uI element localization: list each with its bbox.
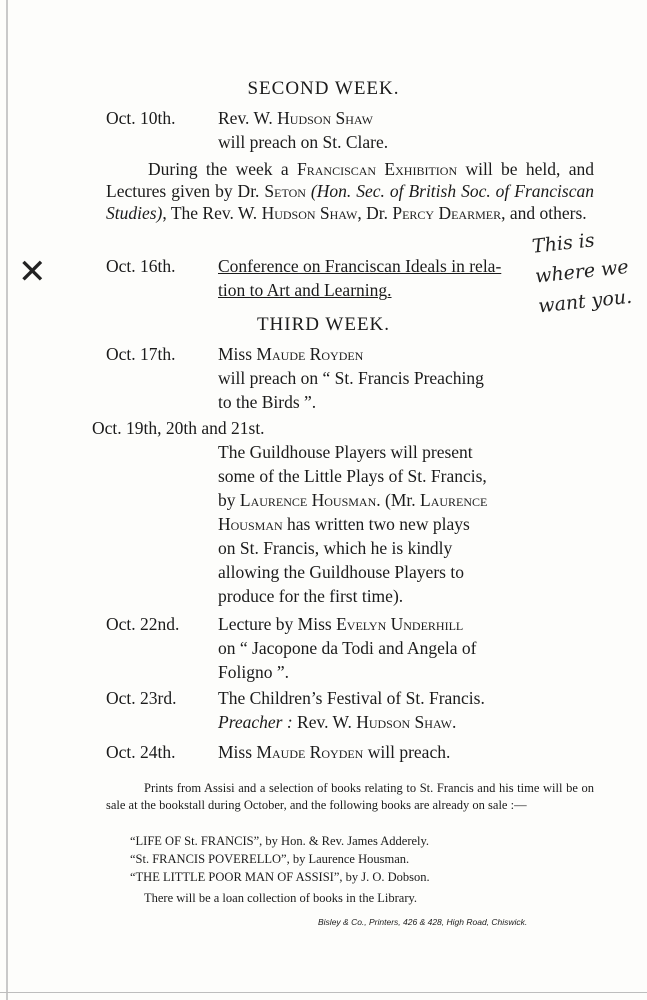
exhibition-paragraph — [106, 158, 594, 224]
entry-text: Conference on Franciscan Ideals in rela- — [218, 256, 502, 276]
entry-text: The Guildhouse Players will present — [218, 442, 473, 462]
entry-text: The Children’s Festival of St. Francis. — [218, 688, 485, 708]
entry-text: . (Mr. — [376, 490, 421, 510]
book-list-item: “St. FRANCIS POVERELLO”, by Laurence Housman. — [130, 852, 410, 866]
entry-text: has written two new plays — [282, 514, 470, 534]
entry-date: Oct. 23rd. — [106, 688, 177, 708]
para-text: (Hon. Sec. of British Soc. of Franciscan Studies) — [106, 181, 594, 223]
para-text: Seton — [264, 181, 306, 201]
entry-oct-19-21-date: Oct. 19th, 20th and 21st. — [92, 418, 265, 438]
entry-text: produce for the first time). — [218, 586, 404, 606]
page-bottom-rule — [0, 992, 647, 993]
entry-body — [218, 342, 594, 414]
author-name: Housman — [218, 514, 283, 534]
author-name: Laurence — [420, 490, 488, 510]
entry-text: allowing the Guildhouse Players to — [218, 562, 464, 582]
entry-body — [218, 440, 594, 608]
book-list-item: “THE LITTLE POOR MAN OF ASSISI”, by J. O. Dobson. — [130, 870, 430, 884]
printer-imprint: Bisley & Co., Printers, 426 & 428, High Road, Chiswick. — [318, 917, 528, 927]
second-week-heading: SECOND WEEK. — [247, 78, 400, 99]
entry-text: Foligno ”. — [218, 662, 289, 682]
entry-text: on St. Francis, which he is kindly — [218, 538, 453, 558]
handwritten-cross-mark: ✕ — [18, 252, 47, 292]
book-list-item: “LIFE OF St. FRANCIS”, by Hon. & Rev. James Adderely. — [130, 834, 430, 848]
entry-date: Oct. 10th. — [106, 108, 176, 128]
entry-text: on “ Jacopone da Todi and Angela of — [218, 638, 477, 658]
para-text: Franciscan Exhibition — [297, 159, 458, 179]
entry-body — [218, 686, 594, 734]
entry-text: . — [451, 712, 457, 732]
entry-text: will preach on “ St. Francis Preaching — [218, 368, 484, 388]
entry-text: Rev. W. — [218, 108, 278, 128]
entry-text: Miss — [218, 344, 257, 364]
preacher-name: Hudson Shaw — [356, 712, 452, 732]
entry-body — [218, 740, 594, 764]
para-text: Percy Dearmer — [392, 203, 502, 223]
prints-paragraph: Prints from Assisi and a selection of books relating to St. Francis and his time will be on sale at the bookstall during October, and the following books are already on sale :— — [106, 781, 594, 812]
entry-body — [218, 612, 594, 684]
entry-text: will preach. — [363, 742, 451, 762]
preacher-label: Preacher : — [218, 712, 293, 732]
para-text: During the week a — [148, 159, 298, 179]
entry-date: Oct. 17th. — [106, 344, 176, 364]
entry-text: Lecture by Miss — [218, 614, 337, 634]
page-edge-rule — [6, 0, 8, 1000]
entry-text: to the Birds ”. — [218, 392, 317, 412]
entry-text: Miss — [218, 742, 257, 762]
third-week-heading: THIRD WEEK. — [256, 314, 391, 335]
entry-text: will preach on St. Clare. — [218, 132, 389, 152]
preacher-name: Maude Royden — [256, 742, 364, 762]
entry-date: Oct. 24th. — [106, 742, 176, 762]
entry-text: by — [218, 490, 240, 510]
entry-text: some of the Little Plays of St. Francis, — [218, 466, 487, 486]
para-text: , Dr. — [357, 203, 393, 223]
entry-date: Oct. 16th. — [106, 256, 176, 276]
preacher-name: Maude Royden — [256, 344, 364, 364]
preacher-name: Hudson Shaw — [277, 108, 373, 128]
author-name: Laurence Housman — [239, 490, 377, 510]
entry-text: Rev. W. — [292, 712, 357, 732]
para-text: , The Rev. W. — [162, 203, 262, 223]
loan-collection-note: There will be a loan collection of books in the Library. — [144, 891, 418, 905]
para-text: will be held, and Lectures given by Dr. — [106, 159, 594, 201]
entry-body — [218, 106, 594, 154]
para-text: , and others. — [501, 203, 587, 223]
lecturer-name: Evelyn Underhill — [336, 614, 464, 634]
entry-text: tion to Art and Learning. — [218, 280, 392, 300]
entry-date: Oct. 22nd. — [106, 614, 180, 634]
handwritten-annotation: This is where we want you. — [531, 229, 634, 318]
para-text: Hudson Shaw — [261, 203, 358, 223]
